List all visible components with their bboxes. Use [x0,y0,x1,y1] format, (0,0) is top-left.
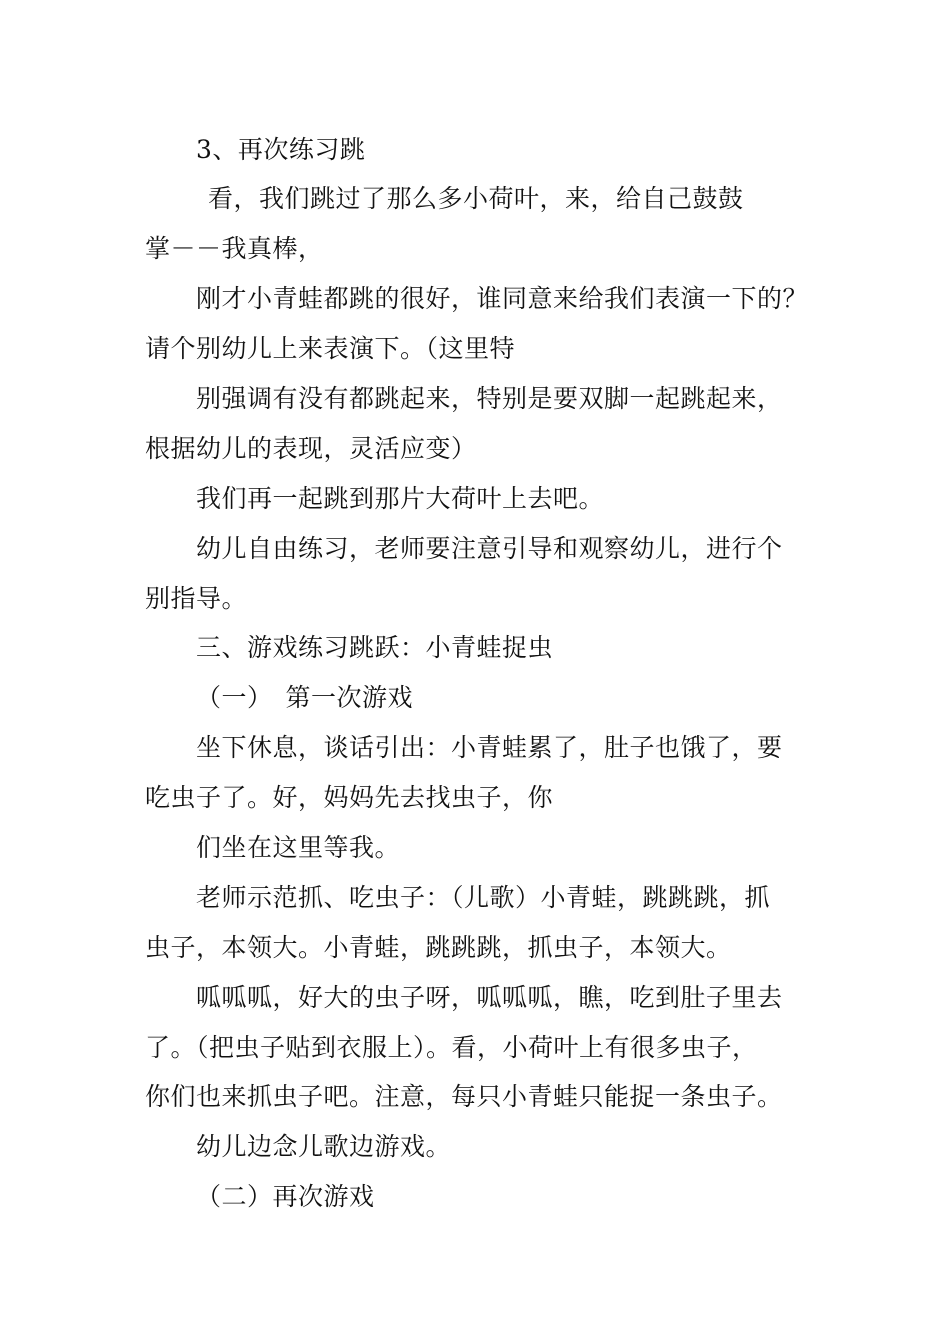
paragraph-line: 看，我们跳过了那么多小荷叶，来，给自己鼓鼓 [208,184,744,213]
paragraph-line: 你们也来抓虫子吧。注意，每只小青蛙只能捉一条虫子。 [145,1082,783,1111]
section-heading: 三、游戏练习跳跃：小青蛙捉虫 [196,633,554,662]
paragraph-line: 请个别幼儿上来表演下。（这里特 [145,334,516,363]
paragraph-line: 幼儿边念儿歌边游戏。 [196,1132,452,1161]
paragraph-line: 呱呱呱，好大的虫子呀，呱呱呱，瞧，吃到肚子里去 [196,983,783,1012]
paragraph-line: 别强调有没有都跳起来，特别是要双脚一起跳起来， [196,384,783,413]
section-heading: 3、再次练习跳 [196,135,366,164]
paragraph-line: 吃虫子了。好，妈妈先去找虫子，你 [145,783,554,812]
paragraph-line: 刚才小青蛙都跳的很好，谁同意来给我们表演一下的？ [196,284,809,313]
paragraph-line: 坐下休息，谈话引出：小青蛙累了，肚子也饿了，要 [196,733,783,762]
paragraph-line: 根据幼儿的表现，灵活应变） [145,434,477,463]
paragraph-line: 别指导。 [145,584,248,613]
paragraph-line: 了。（把虫子贴到衣服上）。看，小荷叶上有很多虫子， [145,1033,758,1062]
paragraph-line: 我们再一起跳到那片大荷叶上去吧。 [196,484,605,513]
subsection-heading: （一） 第一次游戏 [196,683,414,712]
paragraph-line: 幼儿自由练习，老师要注意引导和观察幼儿，进行个 [196,534,783,563]
paragraph-line: 掌－－我真棒， [145,234,324,263]
paragraph-line: 虫子，本领大。小青蛙，跳跳跳，抓虫子，本领大。 [145,933,732,962]
subsection-heading: （二）再次游戏 [196,1182,375,1211]
paragraph-line: 老师示范抓、吃虫子：（儿歌）小青蛙，跳跳跳，抓 [196,883,771,912]
paragraph-line: 们坐在这里等我。 [196,833,401,862]
